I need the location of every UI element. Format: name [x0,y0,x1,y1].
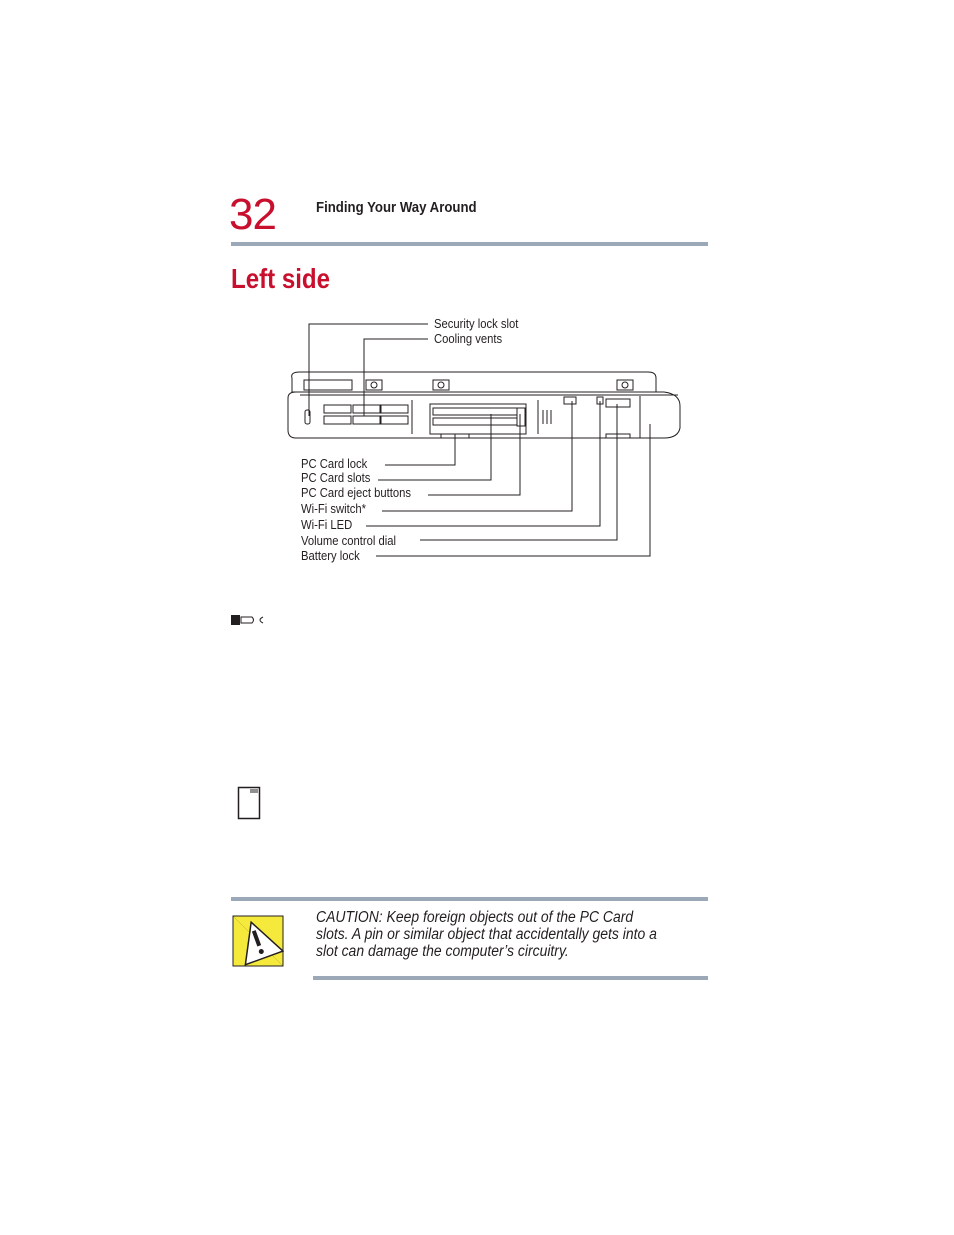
laptop-left-side-figure [0,0,954,600]
cooling-vents [324,405,408,424]
callout-pc-card-lock: PC Card lock [301,457,368,471]
page-number: 32 [229,190,276,239]
section-title: Left side [231,263,331,294]
pc-card-symbol-icon [230,613,266,627]
callout-battery-lock: Battery lock [301,549,360,563]
callout-wifi-led: Wi-Fi LED [301,518,353,532]
pc-card-slot-upper [433,408,517,415]
caution-icon [232,915,284,967]
callout-volume-control-dial: Volume control dial [301,534,397,548]
callout-pc-card-slots: PC Card slots [301,471,371,485]
wifi-switch [564,397,576,404]
memory-card-icon [237,786,261,820]
volume-control-dial [606,399,630,407]
callout-cooling-vents: Cooling vents [434,332,503,346]
callout-pc-card-eject-buttons: PC Card eject buttons [301,486,412,500]
callout-security-lock-slot: Security lock slot [434,317,519,331]
caution-top-rule [231,897,708,901]
lid-bumper [304,380,352,390]
pc-card-slot-lower [433,418,517,425]
pc-card-eject-button [517,408,525,426]
running-head: Finding Your Way Around [316,199,477,216]
caution-bottom-rule [313,976,708,980]
callout-wifi-switch: Wi-Fi switch* [301,502,366,516]
laptop-lid [292,372,656,392]
caution-text: CAUTION: Keep foreign objects out of the PC Card slots. A pin or similar object that accidentally gets into a slot can damage the computer’s circuitry. [316,909,657,960]
